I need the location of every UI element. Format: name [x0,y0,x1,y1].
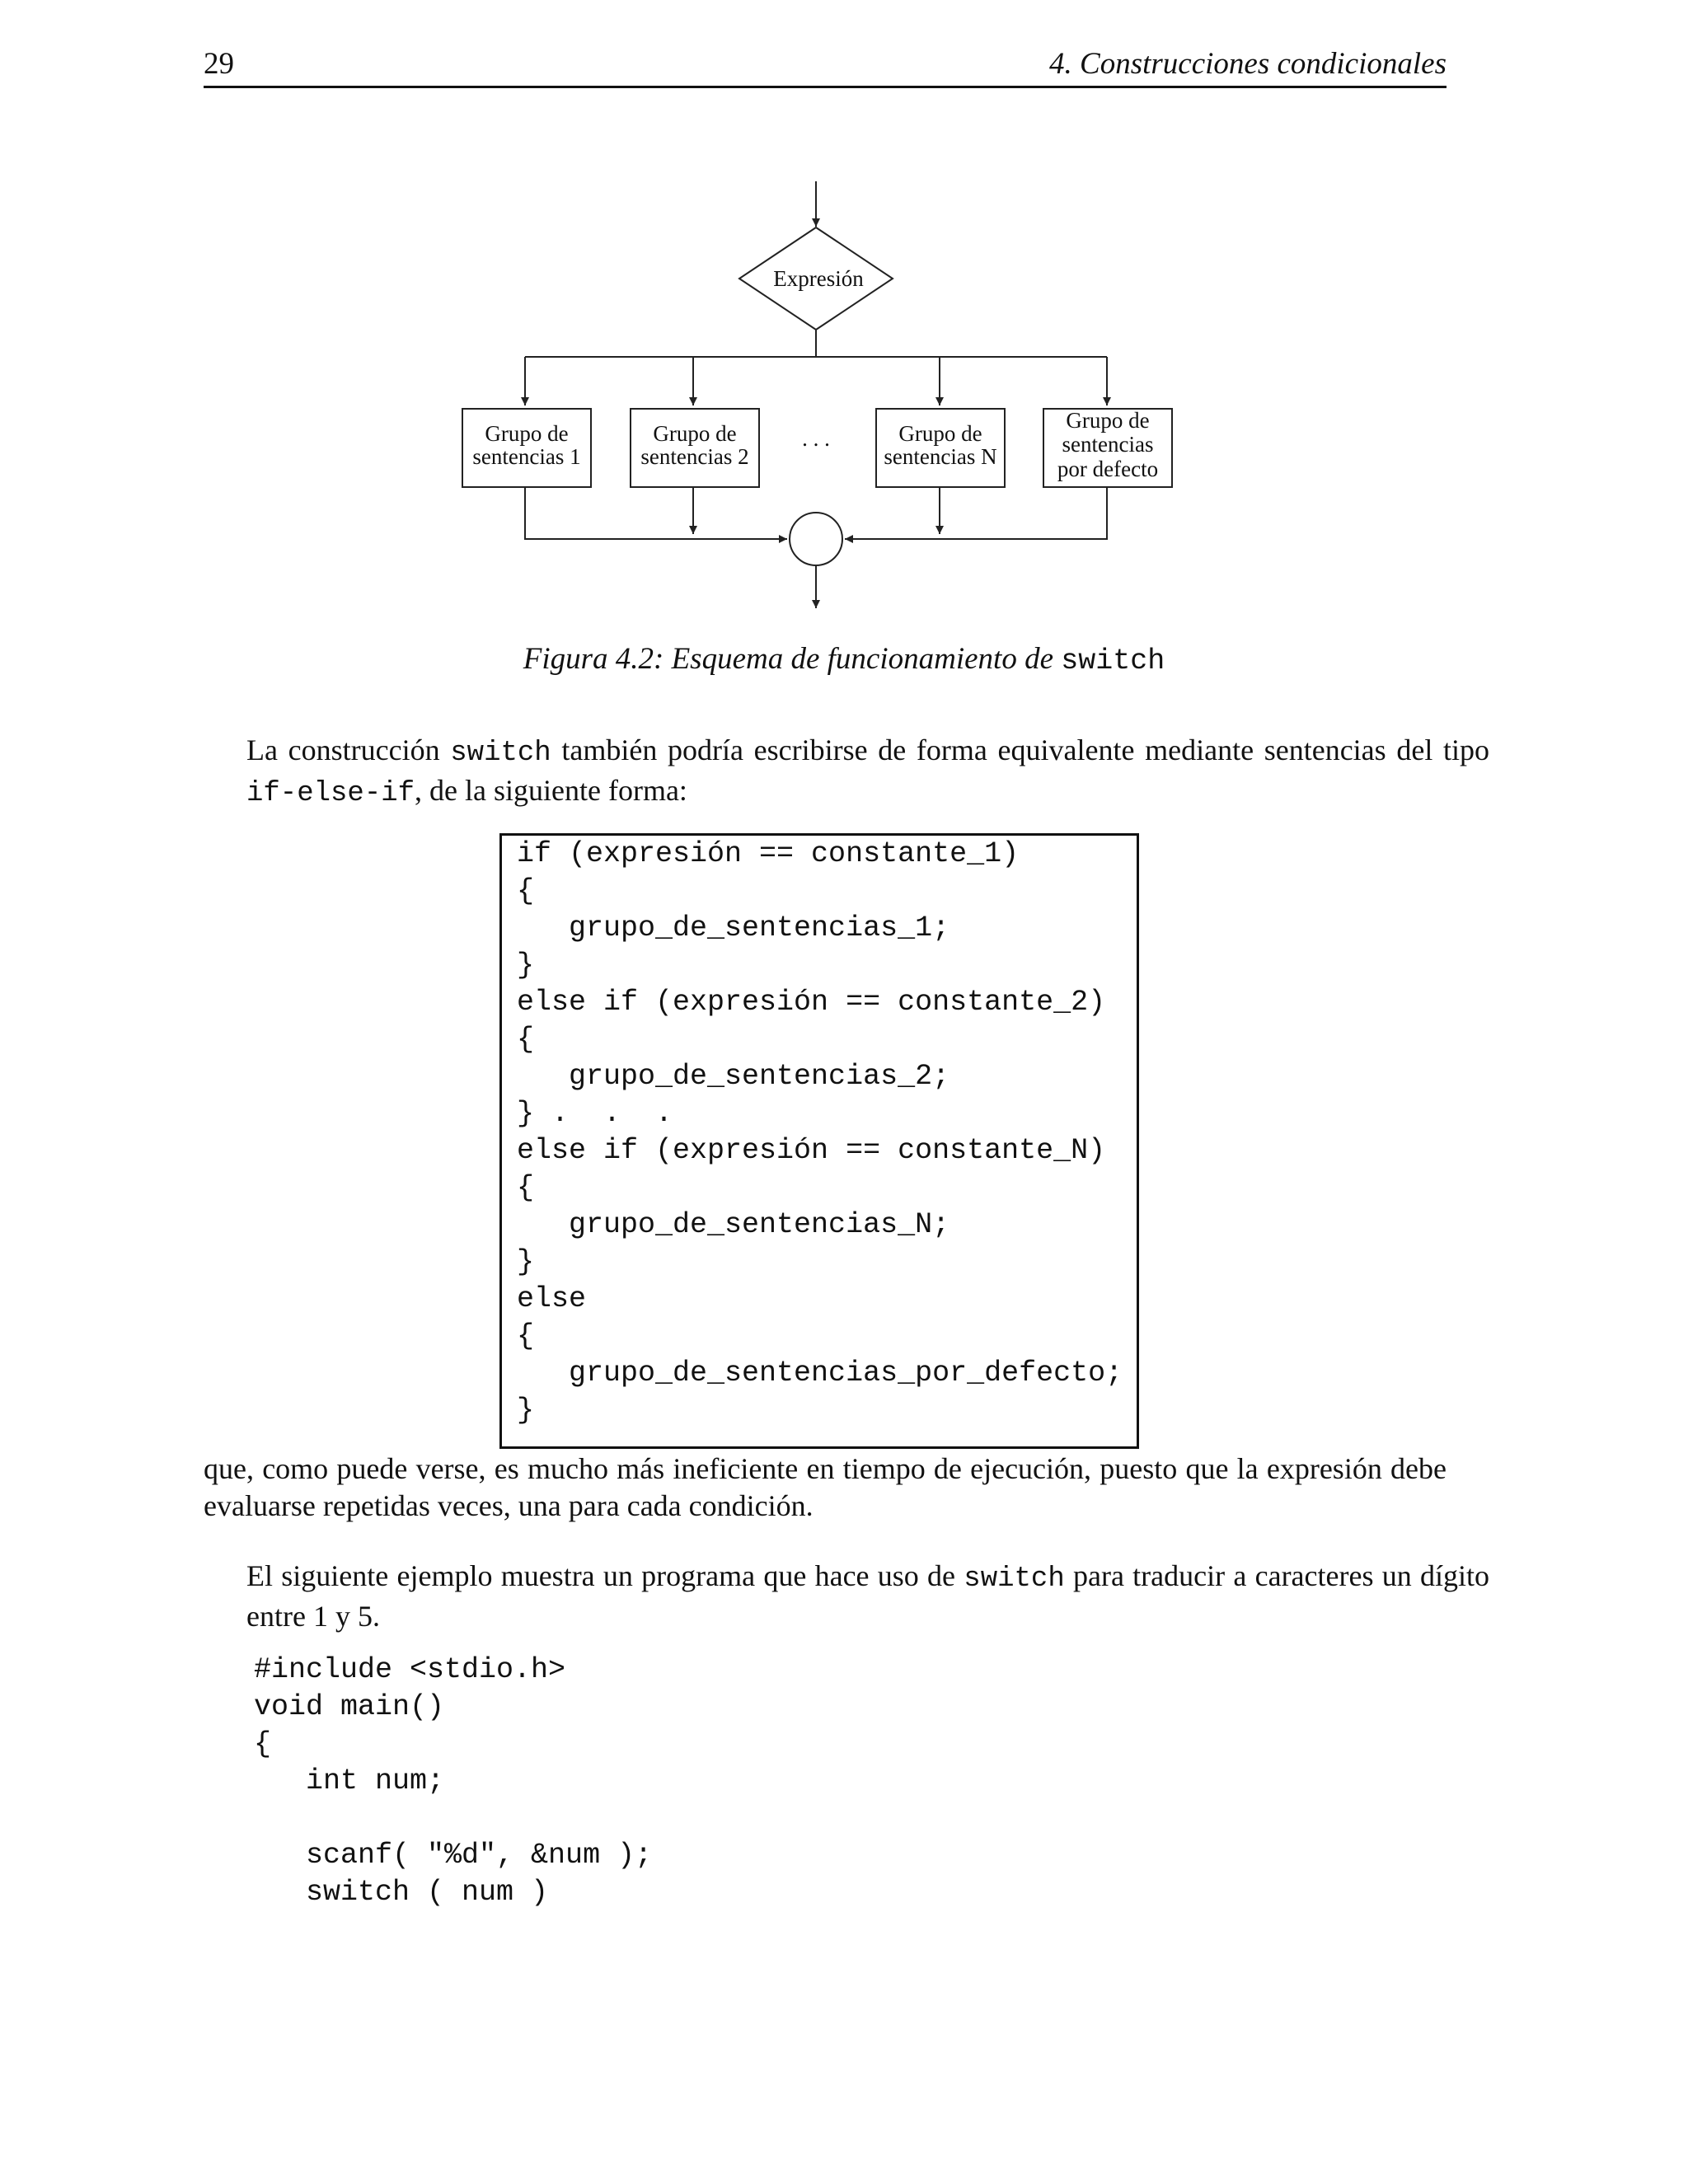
paragraph-text: El siguiente ejemplo muestra un programa que hace uso de [246,1559,964,1592]
paragraph-text: para traducir a caracteres un dígito entre 1 y 5. [246,1559,1489,1633]
boxdefault-line2: sentencias [1062,432,1154,457]
boxn-line2: sentencias N [884,444,997,469]
code-line: grupo_de_sentencias_N; [517,1208,950,1241]
switch-flowchart [0,0,1688,626]
code-line: } [517,1394,535,1427]
box2-line1: Grupo de [653,421,737,446]
code-line: { [517,1023,535,1056]
paragraph-text: también podría escribirse de forma equivalente mediante sentencias del tipo [551,733,1490,766]
paragraph-example-intro [204,1558,1489,1635]
code-line: } . . . [517,1097,673,1130]
caption-text: Figura 4.2: Esquema de funcionamiento de [523,642,1062,676]
code-line: void main() [254,1690,445,1723]
ellipsis: . . . [802,426,830,451]
code-line: } [517,1245,535,1278]
expression-label: Expresión [773,266,864,291]
box2-line2: sentencias 2 [640,444,749,469]
merge-line-default [845,487,1107,539]
code-line: if (expresión == constante_1) [517,837,1020,870]
paragraph-intro [204,732,1489,813]
page-number: 29 [204,47,234,81]
paragraph-text: , de la siguiente forma: [415,774,687,807]
inline-code: switch [964,1563,1065,1595]
code-line: grupo_de_sentencias_1; [517,912,950,944]
paragraph-text: La construcción [246,733,451,766]
merge-line-1 [525,487,787,539]
chapter-title: 4. Construcciones condicionales [1049,47,1447,81]
code-line: grupo_de_sentencias_por_defecto; [517,1357,1123,1390]
figure-caption [0,641,1688,677]
inline-code: switch [450,738,551,769]
box1-line1: Grupo de [485,421,569,446]
if-else-code-box [499,833,1139,1449]
code-line: else [517,1282,587,1315]
code-line: scanf( "%d", &num ); [254,1839,653,1872]
code-line: } [517,949,535,982]
paragraph-efficiency: que, como puede verse, es mucho más ineficiente en tiempo de ejecución, puesto que la expresión debe evaluarse repetidas veces, una para cada condición. [204,1452,1447,1522]
merge-circle [790,513,842,565]
code-line: else if (expresión == constante_N) [517,1134,1106,1167]
code-line: { [517,1171,535,1204]
box1-line2: sentencias 1 [472,444,581,469]
code-line: { [517,1319,535,1352]
code-line: switch ( num ) [254,1876,549,1909]
code-line: int num; [254,1765,445,1797]
caption-code: switch [1061,644,1165,677]
code-line: grupo_de_sentencias_2; [517,1060,950,1093]
code-line: { [517,874,535,907]
code-line: { [254,1727,272,1760]
boxdefault-line3: por defecto [1057,457,1159,481]
boxdefault-line1: Grupo de [1066,408,1150,433]
inline-code: if-else-if [246,778,415,809]
code-line: else if (expresión == constante_2) [517,986,1106,1019]
boxn-line1: Grupo de [898,421,982,446]
code-line: #include <stdio.h> [254,1653,566,1686]
